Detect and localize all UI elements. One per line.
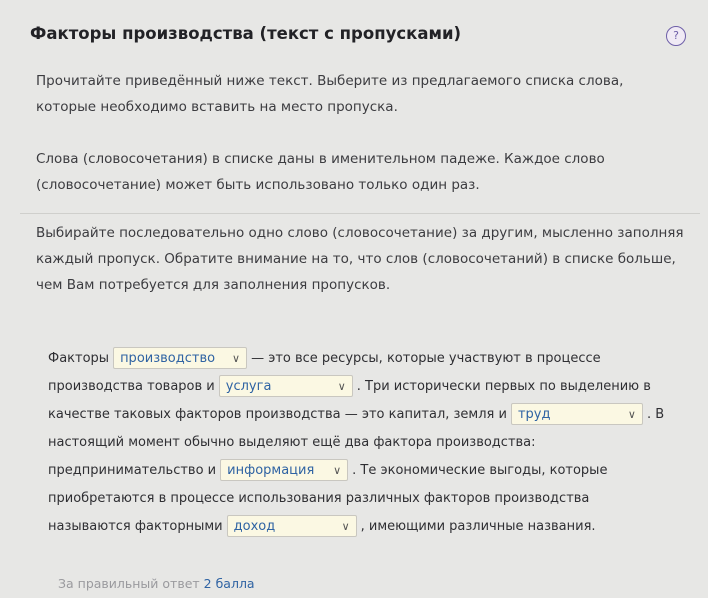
text-line bbox=[48, 484, 589, 512]
gap-select-4[interactable] bbox=[220, 459, 348, 481]
gap-select-1[interactable] bbox=[113, 347, 247, 369]
text-fragment: предпринимательство и bbox=[48, 462, 217, 478]
instruction-1: Прочитайте приведённый ниже текст. Выберите из предлагаемого списка слова, которые необходимо вставить на место пропуска. bbox=[36, 73, 624, 115]
chevron-down-icon: ∨ bbox=[341, 519, 350, 533]
gap-select-value: доход bbox=[233, 518, 276, 534]
text-fragment: настоящий момент обычно выделяют ещё два фактора производства: bbox=[48, 434, 536, 450]
chevron-down-icon: ∨ bbox=[333, 463, 342, 477]
text-fragment: , имеющими различные названия. bbox=[360, 518, 596, 534]
gap-select-value: труд bbox=[517, 406, 551, 422]
score-note bbox=[58, 576, 255, 591]
text-line bbox=[48, 512, 596, 540]
instruction-3: Выбирайте последовательно одно слово (словосочетание) за другим, мысленно заполняя каждый пропуск. Обратите внимание на то, что слов (словосочетаний) в списке больше, чем Вам потребуется для заполнения пропусков. bbox=[36, 225, 684, 293]
text-fragment: . Те экономические выгоды, которые bbox=[352, 462, 608, 478]
chevron-down-icon: ∨ bbox=[627, 407, 636, 421]
text-fragment: . В bbox=[646, 406, 665, 422]
text-fragment: качестве таковых факторов производства — это капитал, земля и bbox=[48, 406, 507, 422]
text-fragment: приобретаются в процессе использования различных факторов производства bbox=[48, 490, 590, 506]
gap-select-value: информация bbox=[227, 462, 315, 478]
text-fragment: называются факторными bbox=[48, 518, 223, 534]
text-fragment: производства товаров и bbox=[48, 378, 215, 394]
text-line bbox=[48, 372, 651, 400]
text-line bbox=[48, 344, 601, 372]
text-line bbox=[48, 456, 607, 484]
score-label: За правильный ответ bbox=[58, 576, 200, 591]
gap-select-2[interactable] bbox=[219, 375, 353, 397]
gap-select-5[interactable] bbox=[227, 515, 357, 537]
page-title: Факторы производства (текст с пропусками) bbox=[30, 24, 462, 43]
text-line bbox=[48, 428, 536, 456]
chevron-down-icon: ∨ bbox=[232, 351, 241, 365]
gap-select-value: услуга bbox=[225, 378, 272, 394]
text-fragment: — это все ресурсы, которые участвуют в процессе bbox=[251, 350, 601, 366]
gap-select-value: производство bbox=[120, 350, 216, 366]
text-fragment: Факторы bbox=[48, 350, 110, 366]
help-icon[interactable]: ? bbox=[666, 26, 686, 46]
gap-select-3[interactable] bbox=[511, 403, 643, 425]
text-line bbox=[48, 400, 664, 428]
score-points: 2 балла bbox=[203, 576, 255, 591]
divider bbox=[20, 213, 700, 214]
text-fragment: . Три исторически первых по выделению в bbox=[356, 378, 651, 394]
instruction-2: Слова (словосочетания) в списке даны в именительном падеже. Каждое слово (словосочетание) может быть использовано только один раз. bbox=[36, 151, 605, 193]
chevron-down-icon: ∨ bbox=[337, 379, 346, 393]
